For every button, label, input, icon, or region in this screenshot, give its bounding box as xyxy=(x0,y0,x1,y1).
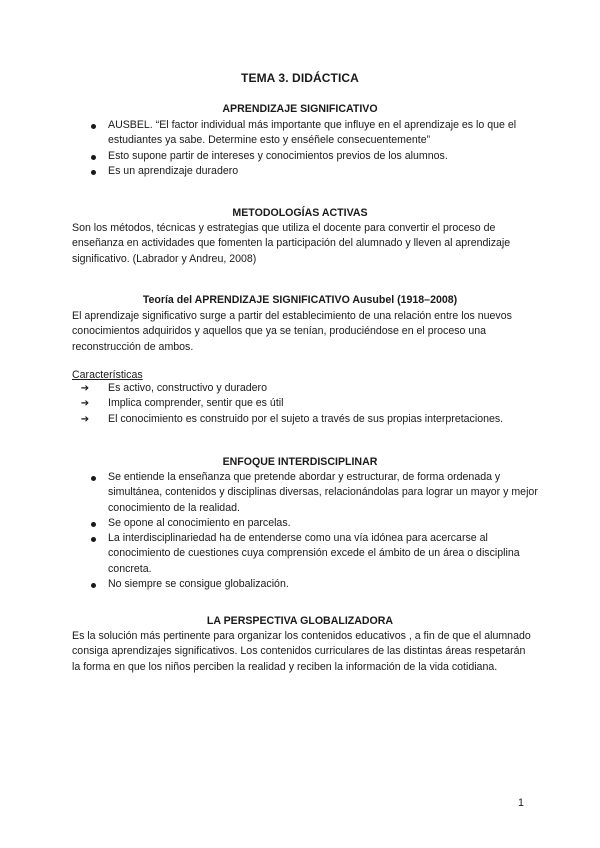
heading-teoria-ausubel: Teoría del APRENDIZAJE SIGNIFICATIVO Ausubel (1918–2008) xyxy=(142,294,458,306)
bullet-icon xyxy=(91,124,96,129)
heading-perspectiva-globalizadora: LA PERSPECTIVA GLOBALIZADORA xyxy=(206,615,394,627)
arrow-right-icon: ➔ xyxy=(80,413,90,425)
arrow-right-icon: ➔ xyxy=(80,383,90,394)
bullet-icon xyxy=(91,170,96,175)
list-item: AUSBEL. “El factor individual más importante que influye en el aprendizaje es lo que el estudiantes ya sabe. Determine esto y enséñele consecuentemente” xyxy=(108,118,538,149)
bullet-icon xyxy=(91,476,96,481)
list-item: La interdisciplinariedad ha de entenderse como una vía idónea para acercarse al conocimiento de cuestiones cuya comprensión excede el ámbito de un área o disciplina concreta. xyxy=(108,531,538,577)
arrow-list-caracteristicas xyxy=(80,381,548,427)
list-item: Esto supone partir de intereses y conocimientos previos de los alumnos. xyxy=(108,149,538,164)
paragraph-metodologias: Son los métodos, técnicas y estrategias que utiliza el docente para convertir el proceso de enseñanza en actividades que fomenten la participación del alumnado y lleven al aprendizaje significativo. (Labrador y Andreu, 2008) xyxy=(72,222,511,265)
bullet-list-interdisciplinar xyxy=(108,470,538,592)
page-number: 1 xyxy=(518,797,524,809)
page-title: TEMA 3. DIDÁCTICA xyxy=(241,71,359,85)
list-item: Se entiende la enseñanza que pretende abordar y estructurar, de forma ordenada y simultánea, contenidos y disciplinas diversas, relacionándolas para lograr un mayor y mejor conocimiento de la realidad. xyxy=(108,470,538,516)
list-item: Se opone al conocimiento en parcelas. xyxy=(108,516,538,531)
arrow-right-icon: ➔ xyxy=(80,398,90,410)
subheading-caracteristicas: Características xyxy=(72,369,143,381)
bullet-list-aprendizaje xyxy=(108,118,538,179)
list-item: No siempre se consigue globalización. xyxy=(108,577,538,592)
bullet-icon xyxy=(91,583,96,588)
bullet-icon xyxy=(91,155,96,160)
heading-enfoque-interdisciplinar: ENFOQUE INTERDISCIPLINAR xyxy=(222,456,378,468)
paragraph-globalizadora: Es la solución más pertinente para organizar los contenidos educativos , a fin de que el alumnado consiga aprendizajes significativos. Los contenidos curriculares de las distintas áreas respetarán la forma en que los niños perciben la realidad y reciben la información de la vida cotidiana. xyxy=(72,630,531,673)
paragraph-teoria: El aprendizaje significativo surge a partir del establecimiento de una relación entre los nuevos conocimientos adquiridos y aquellos que ya se tenían, produciéndose en el proceso una reconstrucción de ambos. xyxy=(72,310,512,353)
list-item: ➔ Implica comprender, sentir que es útil xyxy=(108,396,548,411)
heading-aprendizaje-significativo: APRENDIZAJE SIGNIFICATIVO xyxy=(222,103,378,115)
list-item: Es un aprendizaje duradero xyxy=(108,164,538,179)
bullet-icon xyxy=(91,522,96,527)
list-item: ➔ El conocimiento es construido por el sujeto a través de sus propias interpretaciones. xyxy=(108,412,548,427)
heading-metodologias-activas: METODOLOGÍAS ACTIVAS xyxy=(232,207,368,219)
bullet-icon xyxy=(91,537,96,542)
list-item: ➔ Es activo, constructivo y duradero xyxy=(108,381,548,396)
